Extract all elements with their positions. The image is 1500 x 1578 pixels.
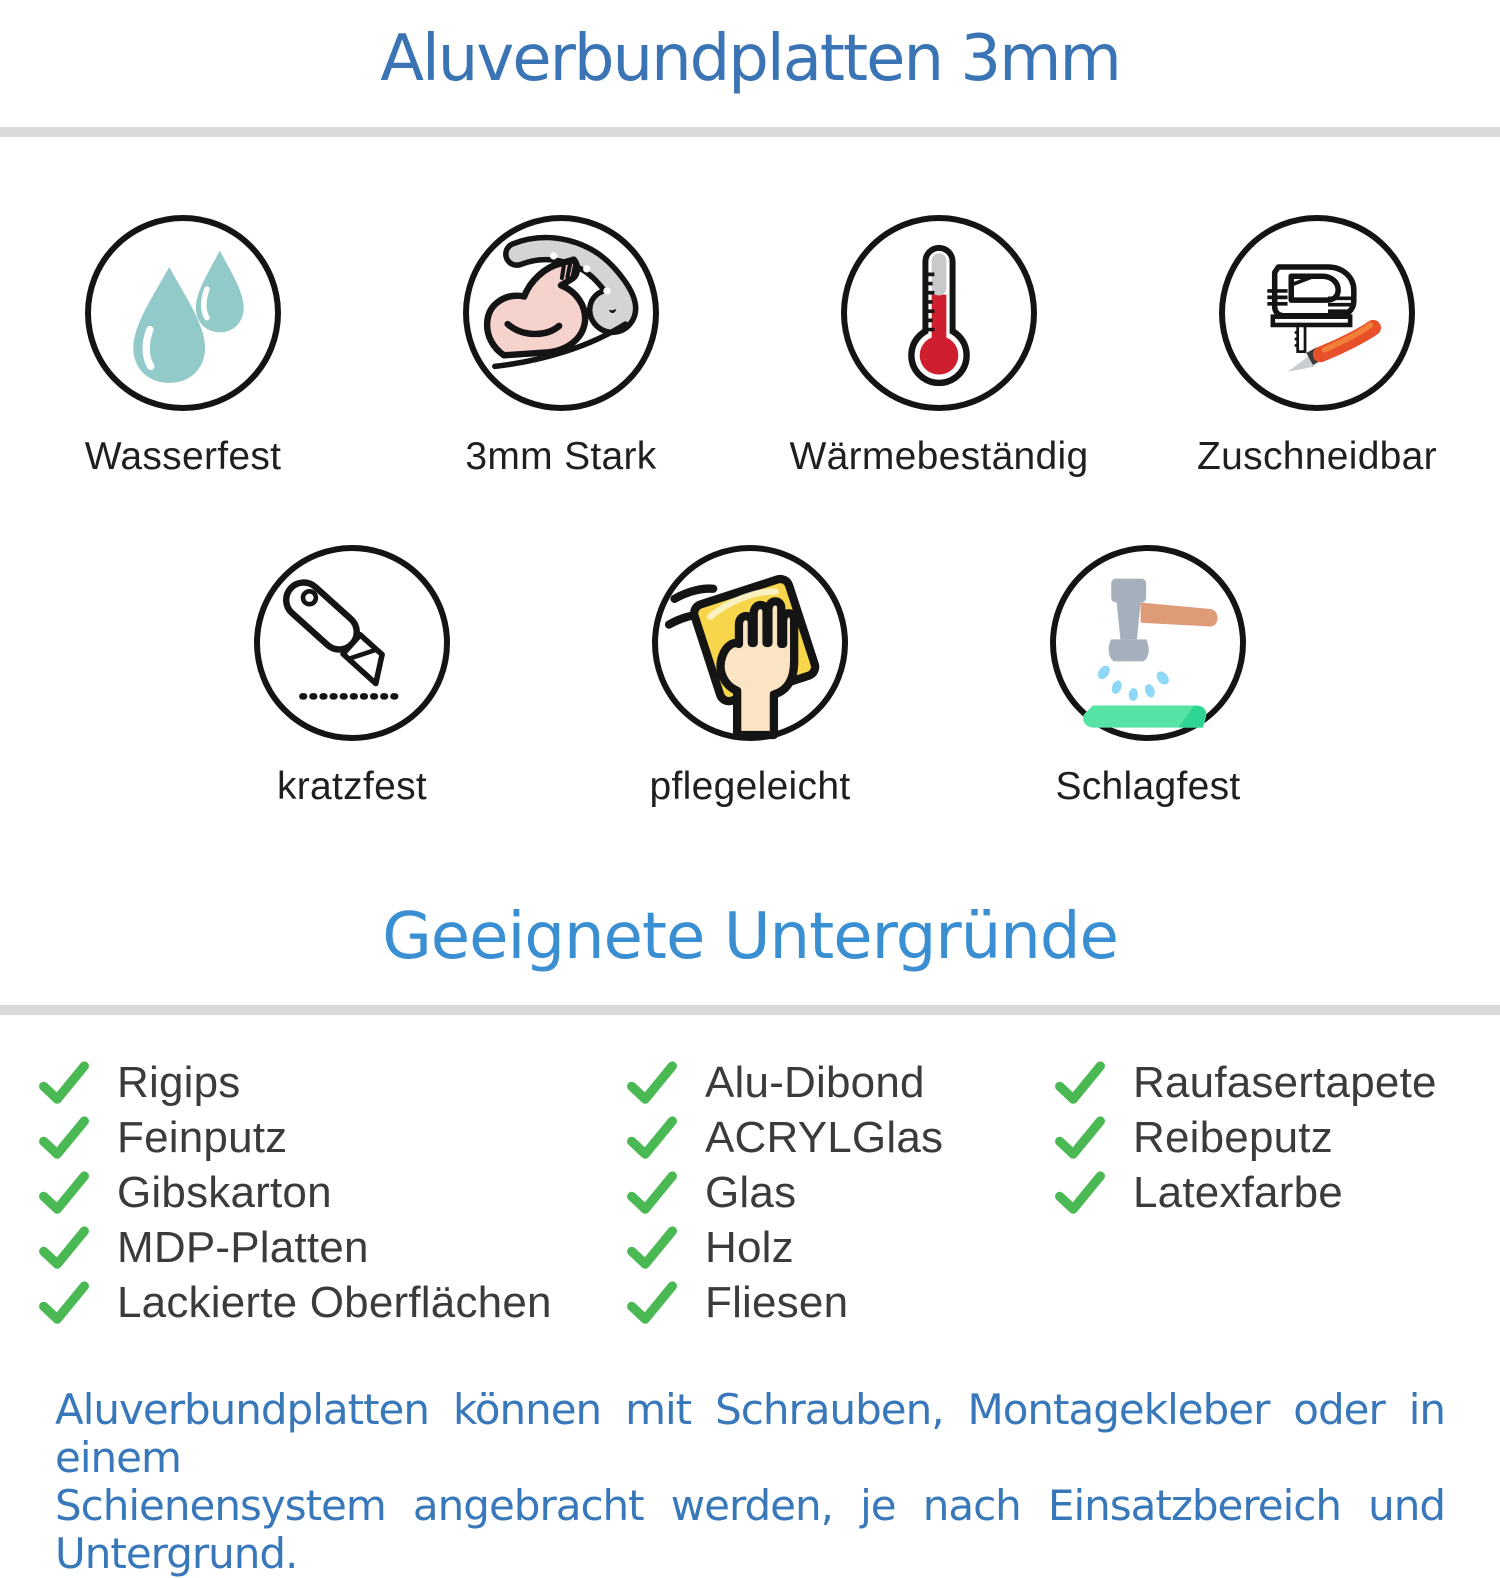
features-row-1: [0, 215, 1500, 479]
list-item-label: Holz: [705, 1222, 794, 1272]
thermometer-icon: [841, 215, 1037, 411]
feature-pflegeleicht: [589, 545, 911, 809]
features-row-2: [0, 545, 1500, 809]
mounting-note-line-2: Schienensystem angebracht werden, je nach Einsatzbereich und Untergrund.: [55, 1481, 1445, 1578]
feature-label: Wasserfest: [84, 435, 282, 479]
list-item: [1054, 1055, 1464, 1110]
list-item: [1054, 1110, 1464, 1165]
muscle-arm-panel-icon: [463, 215, 659, 411]
check-icon: [1054, 1116, 1106, 1160]
list-item: [1054, 1165, 1464, 1220]
list-item: [626, 1165, 1054, 1220]
section-divider: [0, 127, 1500, 137]
check-icon: [1054, 1171, 1106, 1215]
feature-label: 3mm Stark: [465, 435, 657, 479]
feature-3mm-stark: [400, 215, 722, 479]
substrates-column-3: [1054, 1055, 1464, 1330]
check-icon: [626, 1061, 678, 1105]
list-item-label: Gibskarton: [117, 1167, 332, 1217]
list-item: [626, 1110, 1054, 1165]
infographic-page: [0, 22, 1500, 1578]
list-item: [38, 1165, 626, 1220]
list-item: [626, 1275, 1054, 1330]
substrates-column-2: [626, 1055, 1054, 1330]
check-icon: [626, 1226, 678, 1270]
feature-kratzfest: [191, 545, 513, 809]
feature-wasserfest: [22, 215, 344, 479]
list-item: [38, 1110, 626, 1165]
check-icon: [38, 1061, 90, 1105]
section-divider: [0, 1005, 1500, 1015]
hammer-impact-icon: [1050, 545, 1246, 741]
substrates-list: [0, 1055, 1500, 1330]
list-item-label: Feinputz: [117, 1112, 288, 1162]
list-item-label: Lackierte Oberflächen: [117, 1277, 552, 1327]
list-item: [626, 1055, 1054, 1110]
check-icon: [626, 1281, 678, 1325]
list-item-label: Raufasertapete: [1133, 1057, 1437, 1107]
feature-label: pflegeleicht: [649, 765, 851, 809]
list-item-label: Fliesen: [705, 1277, 849, 1327]
feature-zuschneidbar: [1156, 215, 1478, 479]
check-icon: [1054, 1061, 1106, 1105]
list-item-label: MDP-Platten: [117, 1222, 369, 1272]
feature-waermebestaendig: [778, 215, 1100, 479]
list-item: [38, 1220, 626, 1275]
check-icon: [38, 1281, 90, 1325]
hand-cloth-icon: [652, 545, 848, 741]
water-drops-icon: [85, 215, 281, 411]
list-item-label: ACRYLGlas: [705, 1112, 944, 1162]
utility-knife-icon: [254, 545, 450, 741]
feature-schlagfest: [987, 545, 1309, 809]
mounting-note-line-1: Aluverbundplatten können mit Schrauben, Montagekleber oder in einem: [55, 1385, 1445, 1483]
substrates-column-1: [38, 1055, 626, 1330]
feature-label: Zuschneidbar: [1197, 435, 1437, 479]
check-icon: [38, 1226, 90, 1270]
feature-label: Wärmebeständig: [789, 435, 1089, 479]
check-icon: [626, 1116, 678, 1160]
list-item: [626, 1220, 1054, 1275]
check-icon: [626, 1171, 678, 1215]
features-section: [0, 215, 1500, 809]
list-item-label: Glas: [705, 1167, 797, 1217]
list-item: [38, 1055, 626, 1110]
list-item-label: Latexfarbe: [1133, 1167, 1343, 1217]
mounting-note: [55, 1386, 1445, 1578]
list-item-label: Alu-Dibond: [705, 1057, 925, 1107]
list-item-label: Reibeputz: [1133, 1112, 1333, 1162]
section-title-untergruende: Geeignete Untergründe: [382, 900, 1118, 975]
list-item-label: Rigips: [117, 1057, 241, 1107]
feature-label: Schlagfest: [1055, 765, 1241, 809]
check-icon: [38, 1171, 90, 1215]
jigsaw-cutter-icon: [1219, 215, 1415, 411]
page-title: Aluverbundplatten 3mm: [380, 22, 1120, 96]
check-icon: [38, 1116, 90, 1160]
feature-label: kratzfest: [276, 765, 428, 809]
list-item: [38, 1275, 626, 1330]
